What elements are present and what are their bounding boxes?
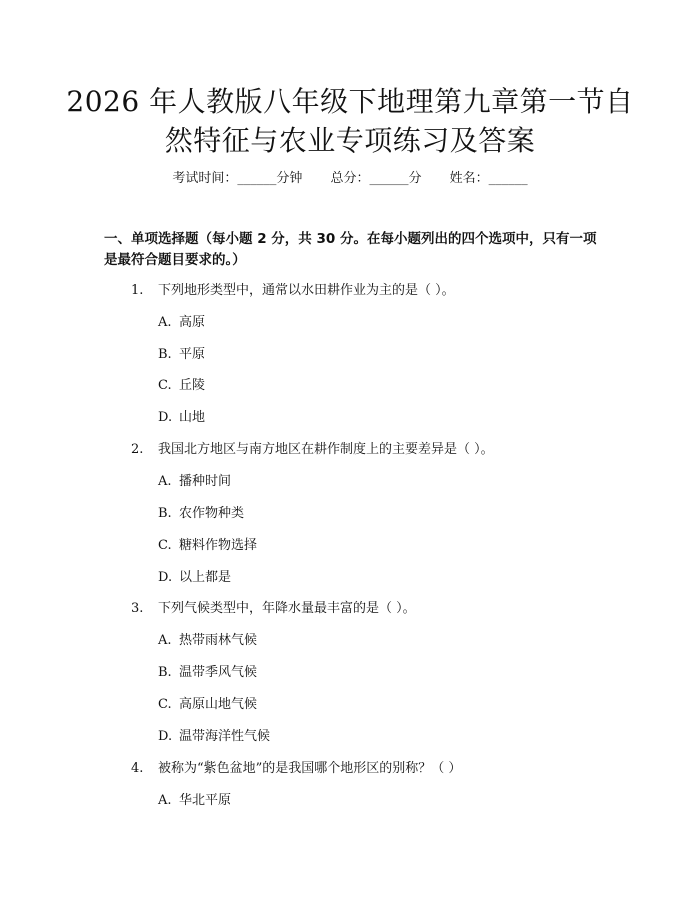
option-text: 高原山地气候 <box>179 697 258 712</box>
question-1-option-c <box>158 377 205 395</box>
question-3-option-c <box>158 696 257 714</box>
option-letter: C. <box>158 697 172 712</box>
exam-time-field: 考试时间：______分钟 <box>172 171 303 186</box>
option-letter: B. <box>158 506 172 521</box>
document-title <box>0 82 700 160</box>
question-1-option-b <box>158 346 205 364</box>
option-letter: B. <box>158 347 172 362</box>
option-letter: B. <box>158 665 172 680</box>
question-4 <box>131 760 591 778</box>
option-letter: D. <box>158 729 173 744</box>
option-letter: D. <box>158 570 173 585</box>
section-heading-line-1: 一、单项选择题（每小题 2 分，共 30 分。在每小题列出的四个选项中，只有一项 <box>104 231 597 247</box>
total-score-field: 总分：______分 <box>330 171 422 186</box>
question-text: 下列气候类型中，年降水量最丰富的是（ ）。 <box>158 601 416 616</box>
option-letter: D. <box>158 410 173 425</box>
question-number: 3. <box>131 601 144 616</box>
option-text: 高原 <box>179 315 206 330</box>
option-text: 平原 <box>179 347 206 362</box>
question-text: 下列地形类型中，通常以水田耕作业为主的是（ ）。 <box>158 283 455 298</box>
title-line-2: 然特征与农业专项练习及答案 <box>164 124 536 157</box>
question-2-option-c <box>158 537 257 555</box>
exam-info-row <box>0 170 700 188</box>
question-2-option-d <box>158 569 231 587</box>
question-1-option-a <box>158 314 205 332</box>
option-text: 丘陵 <box>179 378 206 393</box>
option-letter: A. <box>158 474 172 489</box>
option-text: 温带海洋性气候 <box>179 729 271 744</box>
option-letter: A. <box>158 633 172 648</box>
question-text: 被称为“紫色盆地”的是我国哪个地形区的别称？（ ） <box>158 761 462 776</box>
title-line-1: 2026 年人教版八年级下地理第九章第一节自 <box>66 85 634 118</box>
question-3-option-a <box>158 632 257 650</box>
option-text: 温带季风气候 <box>179 665 258 680</box>
question-3 <box>131 600 591 618</box>
question-4-option-a <box>158 792 231 810</box>
question-number: 2. <box>131 442 144 457</box>
question-1 <box>131 282 591 300</box>
option-letter: C. <box>158 378 172 393</box>
question-2-option-a <box>158 473 231 491</box>
option-text: 热带雨林气候 <box>179 633 258 648</box>
question-3-option-d <box>158 728 270 746</box>
question-number: 1. <box>131 283 144 298</box>
option-letter: C. <box>158 538 172 553</box>
option-text: 农作物种类 <box>179 506 245 521</box>
option-letter: A. <box>158 793 172 808</box>
question-2-option-b <box>158 505 244 523</box>
question-1-option-d <box>158 409 205 427</box>
option-text: 山地 <box>179 410 206 425</box>
question-text: 我国北方地区与南方地区在耕作制度上的主要差异是（ ）。 <box>158 442 494 457</box>
question-3-option-b <box>158 664 257 682</box>
student-name-field: 姓名：______ <box>449 171 528 186</box>
option-text: 华北平原 <box>179 793 232 808</box>
option-text: 以上都是 <box>179 570 232 585</box>
option-text: 糖料作物选择 <box>179 538 258 553</box>
option-text: 播种时间 <box>179 474 232 489</box>
section-heading-line-2: 是最符合题目要求的。） <box>104 252 246 268</box>
question-number: 4. <box>131 761 144 776</box>
section-heading <box>104 229 604 271</box>
question-2 <box>131 441 591 459</box>
option-letter: A. <box>158 315 172 330</box>
